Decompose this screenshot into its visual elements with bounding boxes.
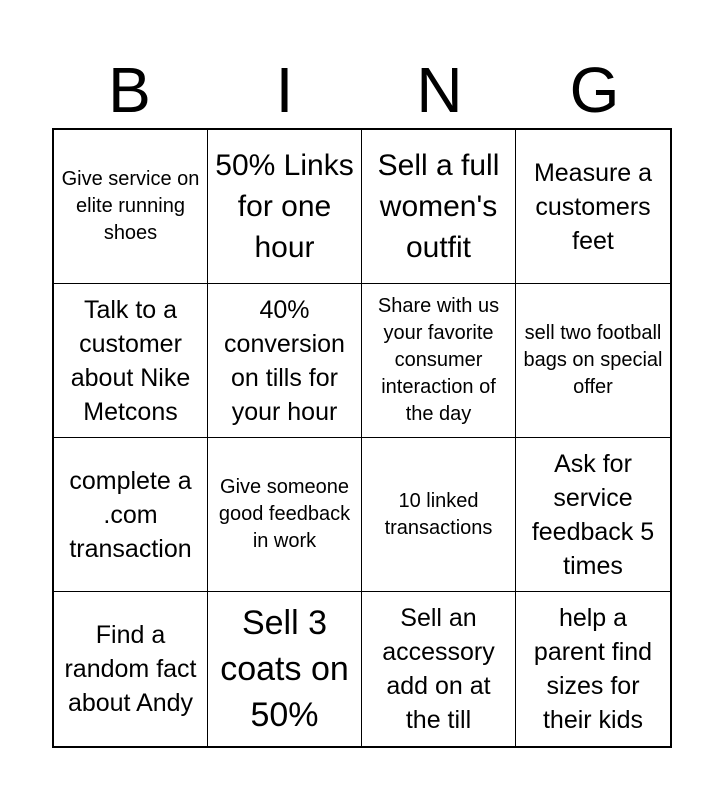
- bingo-cell-text: help a parent find sizes for their kids: [533, 604, 653, 734]
- header-letter-b: B: [108, 54, 151, 126]
- header-letter-n: N: [416, 54, 463, 126]
- bingo-cell[interactable]: [362, 592, 516, 746]
- bingo-cell-text: complete a .com transaction: [69, 466, 192, 563]
- bingo-cell-text: Sell an accessory add on at the till: [382, 604, 495, 734]
- bingo-cell[interactable]: [54, 592, 208, 746]
- bingo-cell[interactable]: [516, 130, 670, 284]
- bingo-cell[interactable]: [208, 284, 362, 438]
- bingo-cell-text: 40% conversion on tills for your hour: [224, 295, 345, 426]
- bingo-card-grid: [52, 128, 672, 748]
- bingo-header: [52, 52, 672, 128]
- bingo-cell[interactable]: [54, 130, 208, 284]
- bingo-cell[interactable]: [362, 438, 516, 592]
- bingo-cell-text: sell two football bags on special offer: [523, 322, 663, 398]
- bingo-cell[interactable]: [54, 438, 208, 592]
- bingo-cell-text: Give service on elite running shoes: [61, 168, 200, 244]
- bingo-cell-text: Share with us your favorite consumer interaction of the day: [377, 295, 500, 425]
- bingo-cell-text: Talk to a customer about Nike Metcons: [70, 295, 191, 426]
- bingo-cell[interactable]: [208, 438, 362, 592]
- bingo-cell-text: Find a random fact about Andy: [64, 621, 197, 717]
- header-letter-g: G: [569, 54, 620, 126]
- bingo-cell-text: Give someone good feedback in work: [218, 476, 351, 552]
- bingo-cell[interactable]: [516, 592, 670, 746]
- bingo-cell-text: Sell a full women's outfit: [377, 149, 500, 264]
- bingo-cell-text: Sell 3 coats on 50%: [220, 604, 349, 734]
- bingo-cell[interactable]: [54, 284, 208, 438]
- bingo-cell-text: Measure a customers feet: [533, 158, 653, 255]
- bingo-cell[interactable]: [516, 284, 670, 438]
- bingo-cell-text: Ask for service feedback 5 times: [531, 449, 655, 580]
- bingo-cell-text: 50% Links for one hour: [215, 149, 354, 264]
- header-letter-i: I: [275, 54, 294, 126]
- bingo-cell[interactable]: [516, 438, 670, 592]
- bingo-cell[interactable]: [208, 592, 362, 746]
- bingo-cell[interactable]: [362, 284, 516, 438]
- bingo-cell[interactable]: [362, 130, 516, 284]
- bingo-cell-text: 10 linked transactions: [384, 489, 493, 539]
- bingo-cell[interactable]: [208, 130, 362, 284]
